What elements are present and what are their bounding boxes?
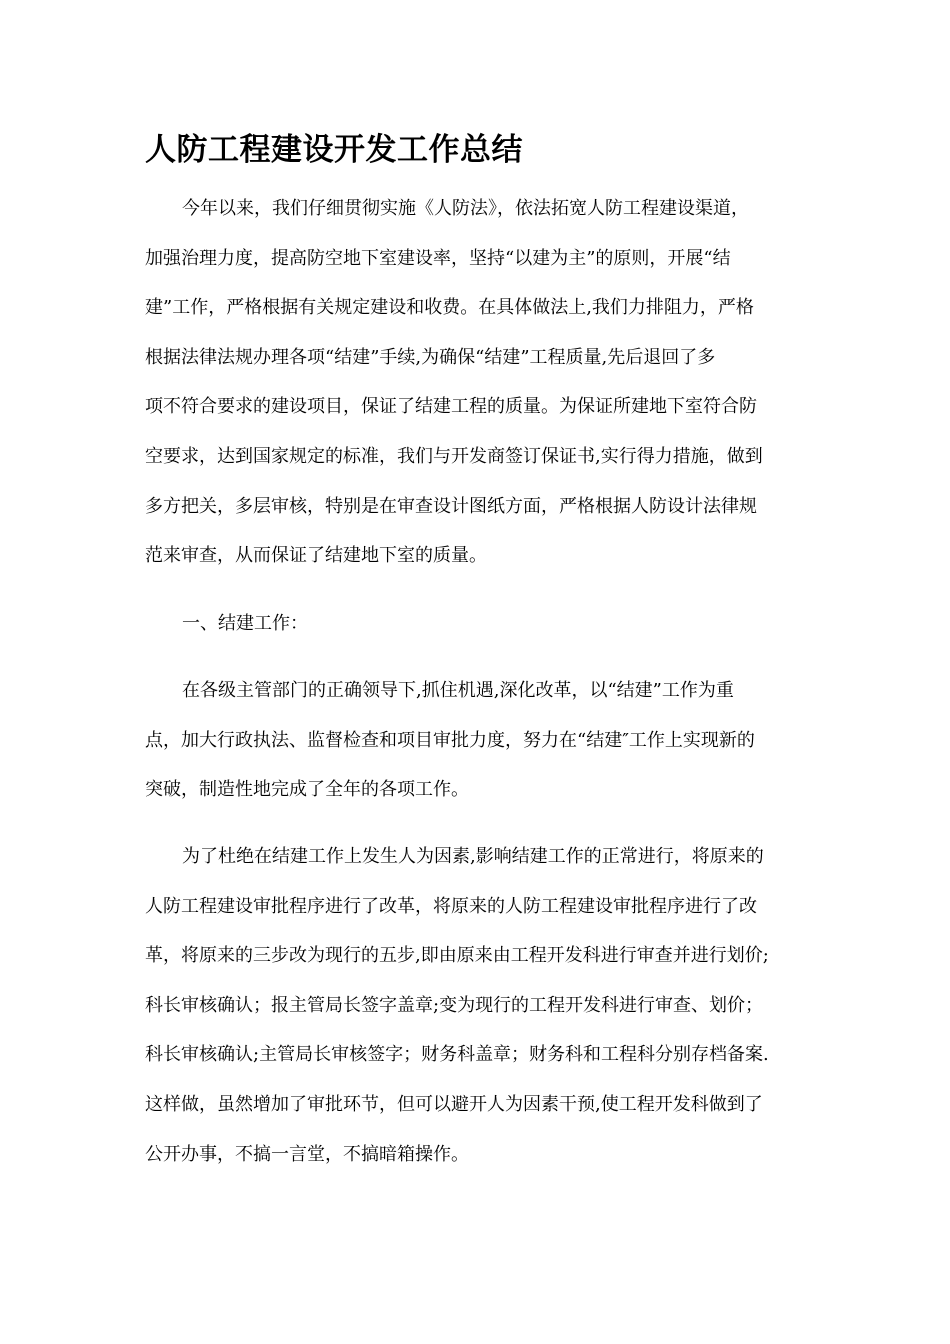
paragraph-line: 点，加大行政执法、监督检查和项目审批力度，努力在“结建″工作上实现新的 xyxy=(145,729,755,751)
paragraph-line: 突破，制造性地完成了全年的各项工作。 xyxy=(145,779,469,801)
paragraph-line: 为了杜绝在结建工作上发生人为因素,影响结建工作的正常进行，将原来的 xyxy=(182,846,764,867)
paragraph-line: 范来审查，从而保证了结建地下室的质量。 xyxy=(145,545,487,567)
paragraph-line: 根据法律法规办理各项“结建”手续,为确保“结建”工程质量,先后退回了多 xyxy=(145,346,716,368)
paragraph-leadership xyxy=(145,666,755,815)
paragraph-line: 科长审核确认；报主管局长签字盖章;变为现行的工程开发科进行审查、划价； xyxy=(145,994,764,1016)
paragraph-line: 在各级主管部门的正确领导下,抓住机遇,深化改革，以“结建”工作为重 xyxy=(182,680,734,701)
section-heading-text: 一、结建工作： xyxy=(182,613,308,634)
paragraph-line: 公开办事，不搞一言堂，不搞暗箱操作。 xyxy=(145,1143,469,1165)
paragraph-line: 革，将原来的三步改为现行的五步,即由原来由工程开发科进行审查并进行划价; xyxy=(145,945,769,967)
paragraph-line: 科长审核确认;主管局长审核签字；财务科盖章；财务科和工程科分别存档备案. xyxy=(145,1044,769,1066)
paragraph-reform xyxy=(145,832,769,1179)
section-heading xyxy=(145,599,308,649)
paragraph-line: 这样做，虽然增加了审批环节，但可以避开人为因素干预,使工程开发科做到了 xyxy=(145,1093,763,1115)
paragraph-line: 多方把关，多层审核，特别是在审查设计图纸方面，严格根据人防设计法律规 xyxy=(145,495,757,517)
paragraph-line: 空要求，达到国家规定的标准，我们与开发商签订保证书,实行得力措施，做到 xyxy=(145,445,763,467)
paragraph-line: 人防工程建设审批程序进行了改革，将原来的人防工程建设审批程序进行了改 xyxy=(145,895,757,917)
paragraph-line: 建”工作，严格根据有关规定建设和收费。在具体做法上,我们力排阻力，严格 xyxy=(145,297,754,319)
document-title: 人防工程建设开发工作总结 xyxy=(145,132,523,168)
paragraph-line: 今年以来，我们仔细贯彻实施《人防法》，依法拓宽人防工程建设渠道， xyxy=(182,198,749,219)
paragraph-intro xyxy=(145,184,763,581)
paragraph-line: 项不符合要求的建设项目，保证了结建工程的质量。为保证所建地下室符合防 xyxy=(145,396,757,418)
paragraph-line: 加强治理力度，提高防空地下室建设率，坚持“以建为主”的原则，开展“结 xyxy=(145,247,731,269)
